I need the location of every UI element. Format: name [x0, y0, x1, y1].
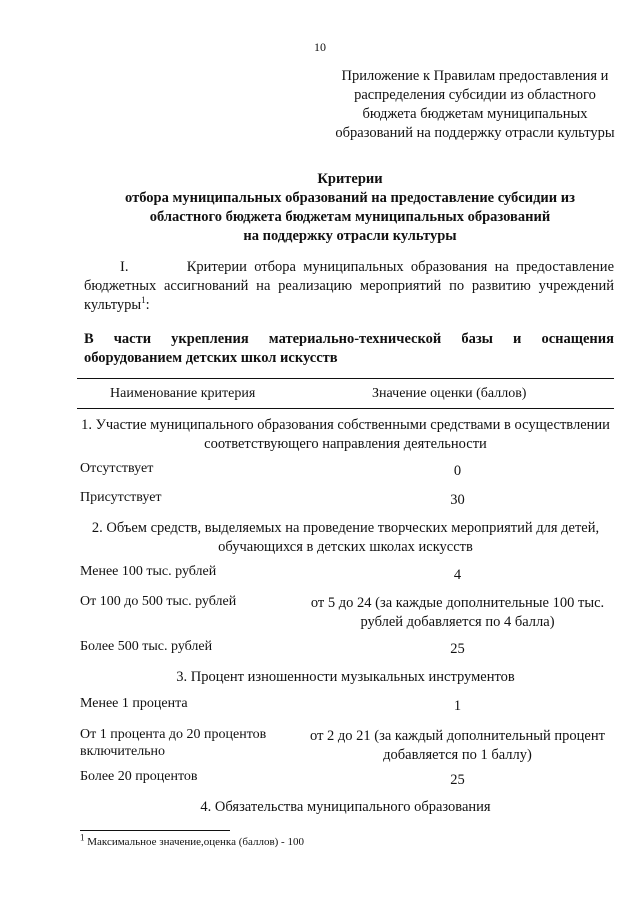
- criterion-value: 4: [453, 567, 462, 583]
- criterion-value: 30: [450, 492, 465, 508]
- footnote-rule: [80, 830, 230, 831]
- table-header-rule: [77, 408, 614, 409]
- criterion-group-title: 2. Объем средств, выделяемых на проведение творческих мероприятий для детей, обучающихся в детских школах искусств: [91, 520, 600, 555]
- document-title: [60, 170, 640, 246]
- footnote-mark: 1: [80, 832, 85, 843]
- table-top-rule: [77, 378, 614, 379]
- criterion-name: От 100 до 500 тыс. рублей: [80, 594, 237, 609]
- criterion-value: 25: [450, 772, 465, 788]
- subheading: В части укрепления материально-технической базы и оснащения оборудованием детских школ искусств: [84, 331, 614, 366]
- footnote-reference: 1: [141, 295, 146, 306]
- title-line-2: отбора муниципальных образований на предоставление субсидии из: [125, 190, 575, 206]
- table-header-value: Значение оценки (баллов): [372, 386, 527, 401]
- criterion-group-title: 1. Участие муниципального образования собственными средствами в осуществлении соответствующего направления деятельности: [81, 417, 610, 452]
- criterion-name: Менее 1 процента: [80, 696, 188, 711]
- criterion-value: от 5 до 24 (за каждые дополнительные 100 тыс. рублей добавляется по 4 балла): [310, 595, 605, 630]
- section-text: Критерии отбора муниципальных образования на предоставление бюджетных ассигнований на реализацию мероприятий по развитию учреждений культуры: [84, 259, 615, 313]
- table-header-criterion: Наименование критерия: [110, 386, 256, 401]
- page-number: 10: [314, 40, 326, 54]
- criterion-name: Отсутствует: [80, 461, 154, 476]
- criterion-value: 25: [450, 641, 465, 657]
- title-line-4: на поддержку отрасли культуры: [243, 228, 457, 244]
- section-heading: [84, 258, 614, 315]
- section-colon: :: [145, 297, 150, 313]
- criterion-name: Более 20 процентов: [80, 769, 198, 784]
- criterion-value: от 2 до 21 (за каждый дополнительный процент добавляется по 1 баллу): [310, 728, 605, 763]
- title-line-1: Критерии: [317, 171, 383, 187]
- criterion-group-title: 3. Процент изношенности музыкальных инструментов: [176, 669, 515, 685]
- criterion-name: Менее 100 тыс. рублей: [80, 564, 217, 579]
- title-line-3: областного бюджета бюджетам муниципальных образований: [149, 209, 551, 225]
- section-number: I.: [120, 259, 129, 275]
- footnote: [80, 832, 304, 848]
- criterion-name: Присутствует: [80, 490, 162, 505]
- annex-caption: Приложение к Правилам предоставления и распределения субсидии из областного бюджета бюджетам муниципальных образований на поддержку отрасли культуры: [335, 68, 615, 141]
- criterion-name: От 1 процента до 20 процентов включительно: [80, 727, 267, 759]
- criterion-value: 1: [453, 698, 462, 714]
- criterion-name: Более 500 тыс. рублей: [80, 639, 213, 654]
- footnote-text: Максимальное значение,оценка (баллов) - 100: [87, 836, 304, 848]
- criterion-value: 0: [453, 463, 462, 479]
- criterion-group-title: 4. Обязательства муниципального образования: [200, 799, 491, 815]
